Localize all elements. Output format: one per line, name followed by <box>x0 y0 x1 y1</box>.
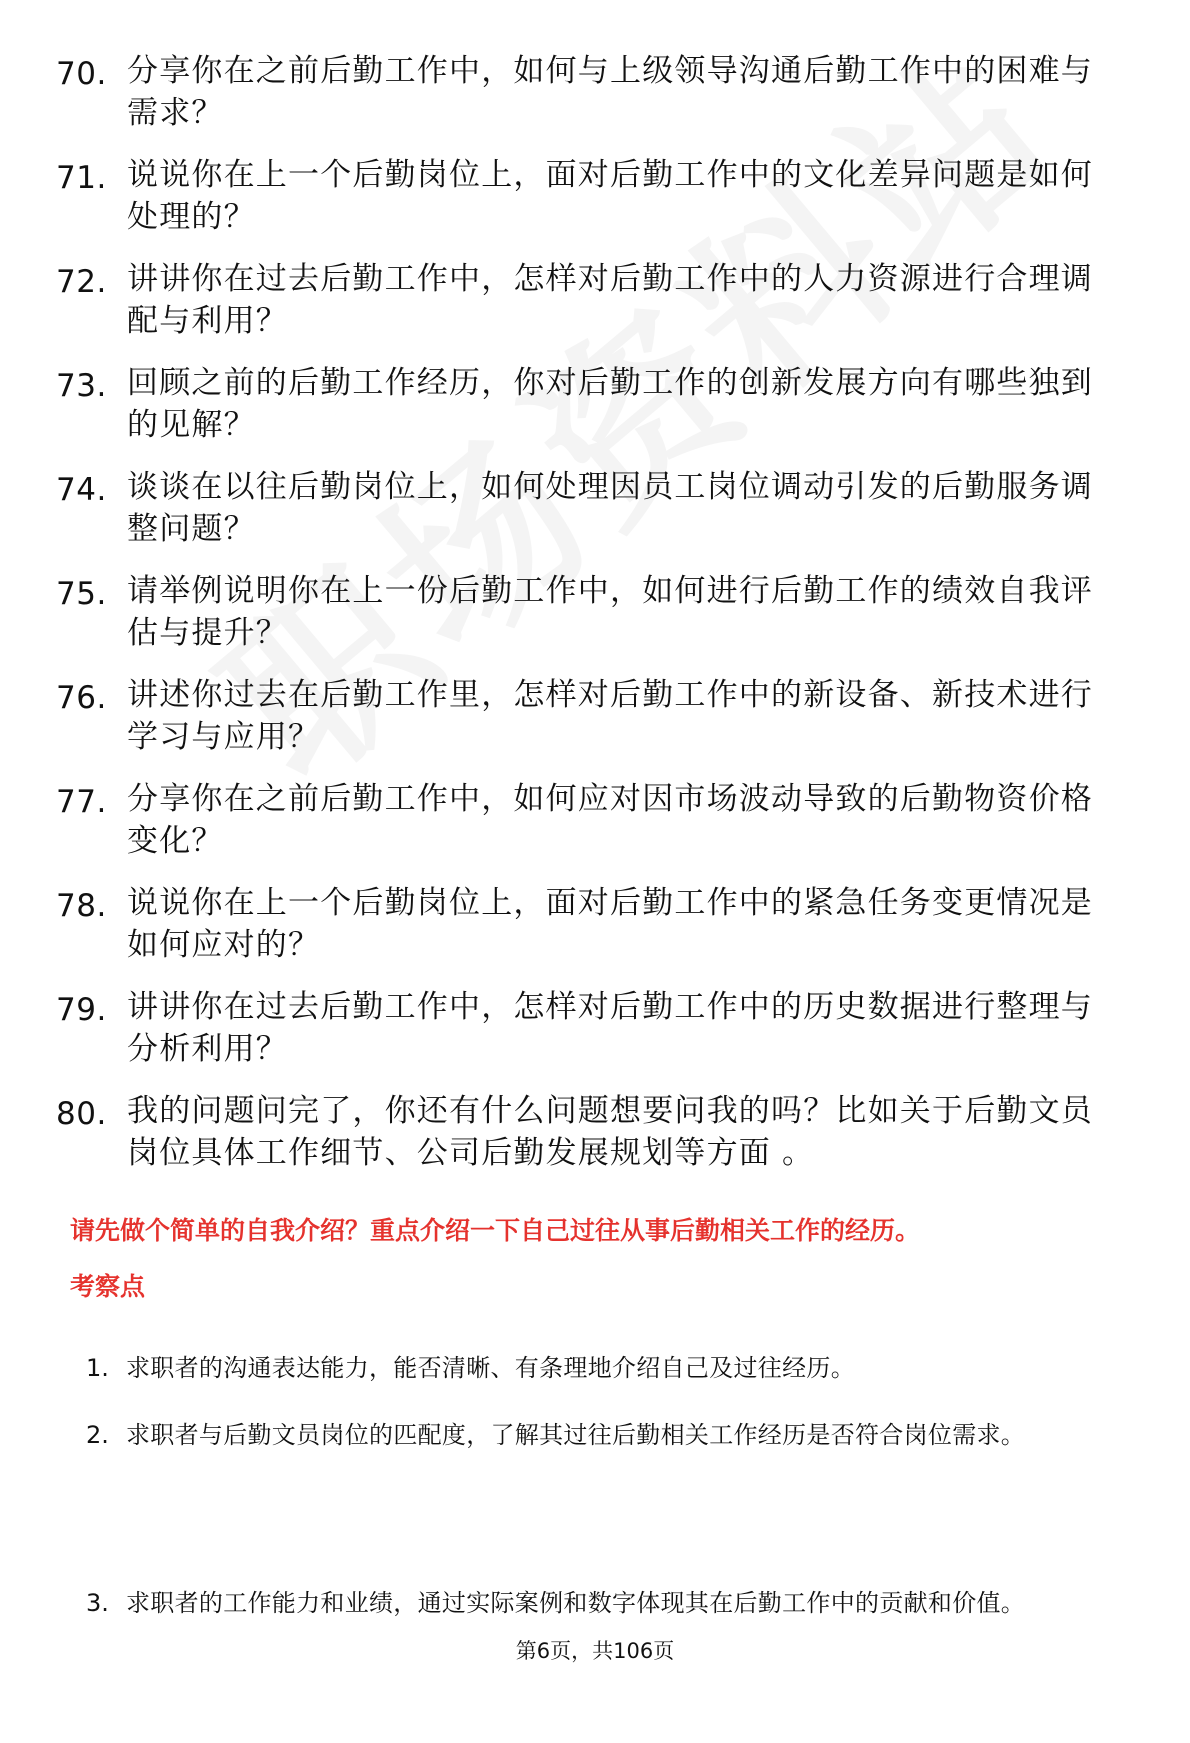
question-number: 72. <box>56 264 107 300</box>
list-item <box>0 1090 1190 1194</box>
question-text: 讲述你过去在后勤工作里，怎样对后勤工作中的新设备、新技术进行学习与应用？ <box>127 677 1093 755</box>
assessment-points-list <box>0 1340 1190 1743</box>
question-number: 74. <box>56 472 107 508</box>
question-text: 我的问题问完了，你还有什么问题想要问我的吗？比如关于后勤文员岗位具体工作细节、公司后勤发展规划等方面 。 <box>127 1093 1093 1171</box>
question-text: 讲讲你在过去后勤工作中，怎样对后勤工作中的历史数据进行整理与分析利用？ <box>127 989 1093 1067</box>
point-text: 求职者的沟通表达能力，能否清晰、有条理地介绍自己及过往经历。 <box>126 1354 855 1382</box>
question-list <box>0 50 1190 1194</box>
point-number: 2. <box>86 1421 109 1449</box>
list-item <box>0 986 1190 1090</box>
question-number: 80. <box>56 1096 107 1132</box>
question-number: 77. <box>56 784 107 820</box>
list-item <box>0 466 1190 570</box>
point-number: 1. <box>86 1354 109 1382</box>
question-number: 71. <box>56 160 107 196</box>
list-item <box>0 882 1190 986</box>
question-text: 分享你在之前后勤工作中，如何与上级领导沟通后勤工作中的困难与需求？ <box>127 53 1093 131</box>
question-text: 回顾之前的后勤工作经历，你对后勤工作的创新发展方向有哪些独到的见解？ <box>127 365 1093 443</box>
point-number: 3. <box>86 1589 109 1617</box>
question-number: 73. <box>56 368 107 404</box>
question-number: 75. <box>56 576 107 612</box>
list-item <box>0 258 1190 362</box>
list-item <box>0 1407 1190 1575</box>
question-number: 79. <box>56 992 107 1028</box>
list-item <box>0 570 1190 674</box>
page-number-footer: 第6页，共106页 <box>515 1639 675 1663</box>
point-text: 求职者与后勤文员岗位的匹配度，了解其过往后勤相关工作经历是否符合岗位需求。 <box>126 1421 1026 1449</box>
question-number: 78. <box>56 888 107 924</box>
question-text: 说说你在上一个后勤岗位上，面对后勤工作中的紧急任务变更情况是如何应对的？ <box>127 885 1093 963</box>
question-text: 谈谈在以往后勤岗位上，如何处理因员工岗位调动引发的后勤服务调整问题？ <box>127 469 1093 547</box>
list-item <box>0 362 1190 466</box>
question-text: 说说你在上一个后勤岗位上，面对后勤工作中的文化差异问题是如何处理的？ <box>127 157 1093 235</box>
intro-question-heading: 请先做个简单的自我介绍？重点介绍一下自己过往从事后勤相关工作的经历。 <box>70 1216 921 1245</box>
point-text: 求职者的工作能力和业绩，通过实际案例和数字体现其在后勤工作中的贡献和价值。 <box>126 1589 1026 1617</box>
question-text: 讲讲你在过去后勤工作中，怎样对后勤工作中的人力资源进行合理调配与利用？ <box>127 261 1093 339</box>
list-item <box>0 1340 1190 1407</box>
question-text: 分享你在之前后勤工作中，如何应对因市场波动导致的后勤物资价格变化？ <box>127 781 1093 859</box>
list-item <box>0 674 1190 778</box>
list-item <box>0 778 1190 882</box>
question-number: 70. <box>56 56 107 92</box>
list-item <box>0 50 1190 154</box>
question-text: 请举例说明你在上一份后勤工作中，如何进行后勤工作的绩效自我评估与提升？ <box>127 573 1093 651</box>
section-label: 考察点 <box>70 1272 146 1301</box>
question-number: 76. <box>56 680 107 716</box>
list-item <box>0 154 1190 258</box>
